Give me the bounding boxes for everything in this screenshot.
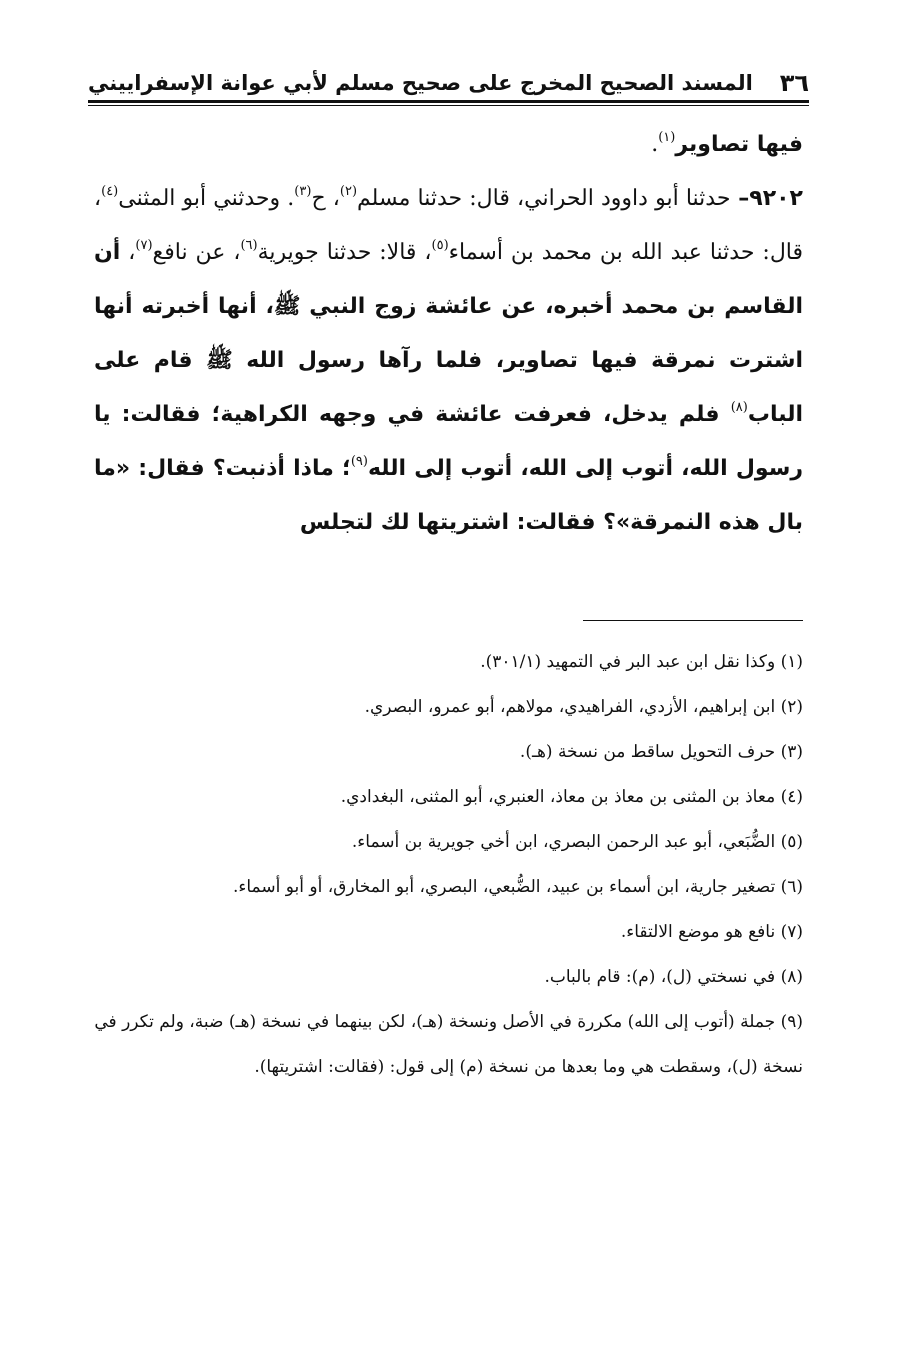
- hadith-dash: –: [730, 186, 750, 211]
- footnote-ref-1: (١): [658, 130, 676, 145]
- footnote-ref-5: (٥): [431, 238, 449, 253]
- footnote-ref-8: (٨): [730, 400, 748, 415]
- isnad-segment-e: ، قالا: حدثنا جويرية: [257, 240, 432, 265]
- isnad-segment-d: ، قال: حدثنا عبد الله بن محمد بن أسماء: [94, 186, 804, 265]
- footnote-ref-4: (٤): [101, 184, 119, 199]
- continuation-end: .: [651, 132, 659, 157]
- running-header: [88, 68, 809, 98]
- footnote-8: (٨) في نسختي (ل)، (م): قام بالباب.: [544, 967, 803, 987]
- header-rule-thick: [88, 100, 809, 103]
- isnad-segment-a: حدثنا أبو داوود الحراني، قال: حدثنا مسلم: [357, 186, 731, 211]
- footnote-ref-6: (٦): [240, 238, 258, 253]
- footnote-9: (٩) جملة (أتوب إلى الله) مكررة في الأصل ونسخة (هـ)، لكن بينهما في نسخة (هـ) ضبة، ولم تكرر في نسخة (ل)، وسقطت هي وما بعدها من نسخة (م) إلى قول: (فقالت: اشتريتها).: [94, 1012, 803, 1077]
- footnote-separator: [583, 620, 803, 621]
- isnad-segment-g: ،: [120, 240, 136, 265]
- main-text: [94, 118, 803, 550]
- footnote-3: (٣) حرف التحويل ساقط من نسخة (هـ).: [519, 742, 803, 762]
- footnote-ref-3: (٣): [294, 184, 312, 199]
- isnad-segment-f: ، عن نافع: [152, 240, 241, 265]
- continuation-line: [94, 118, 803, 172]
- matn-bold-2: فلم يدخل، فعرفت عائشة في وجهه الكراهية؛ فقالت: يا رسول الله، أتوب إلى الله، أتوب إلى الله: [94, 402, 803, 481]
- matn-bold-1: أن القاسم بن محمد أخبره، عن عائشة زوج النبي ﷺ، أنها أخبرته أنها اشترت نمرقة فيها تصاوير، فلما رآها رسول الله ﷺ قام على الباب: [94, 240, 803, 427]
- footnote-7: (٧) نافع هو موضع الالتقاء.: [620, 922, 803, 942]
- footnote-5: (٥) الضُّبَعي، أبو عبد الرحمن البصري، ابن أخي جويرية بن أسماء.: [351, 832, 803, 852]
- footnote-ref-2: (٢): [339, 184, 358, 199]
- isnad-segment-b: ، ح: [311, 186, 340, 211]
- isnad-segment-c: . وحدثني أبو المثنى: [118, 186, 295, 211]
- footnote-ref-7: (٧): [135, 238, 153, 253]
- footnote-6: (٦) تصغير جارية، ابن أسماء بن عبيد، الضُّبعي، البصري، أبو المخارق، أو أبو أسماء.: [232, 877, 803, 897]
- matn-bold-3: ؛ ماذا أذنبت؟ فقال: «ما بال هذه النمرقة»؟ فقالت: اشتريتها لك لتجلس: [94, 456, 803, 535]
- footnote-1: (١) وكذا نقل ابن عبد البر في التمهيد (٣٠١/١).: [480, 652, 803, 672]
- hadith-number: ٩٢٠٢: [749, 186, 803, 211]
- continuation-bold: فيها تصاوير: [675, 132, 803, 157]
- page-number: ٣٦: [779, 69, 809, 97]
- footnote-2: (٢) ابن إبراهيم، الأزدي، الفراهيدي، مولاهم، أبو عمرو، البصري.: [364, 697, 803, 717]
- header-rule-thin: [88, 105, 809, 106]
- footnote-ref-9: (٩): [350, 454, 368, 469]
- hadith-paragraph: [94, 172, 803, 550]
- footnotes: [94, 640, 803, 1090]
- footnote-4: (٤) معاذ بن المثنى بن معاذ بن معاذ، العنبري، أبو المثنى، البغدادي.: [340, 787, 803, 807]
- running-title: المسند الصحيح المخرج على صحيح مسلم لأبي عوانة الإسفراييني: [88, 71, 753, 95]
